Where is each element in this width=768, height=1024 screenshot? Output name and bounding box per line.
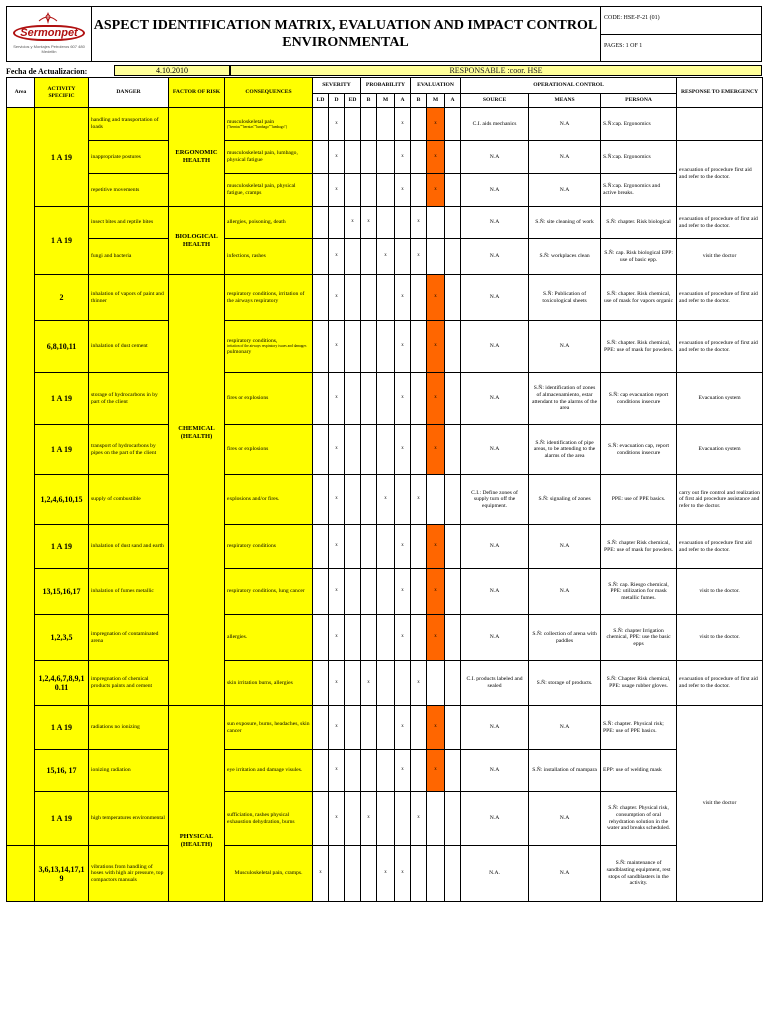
- means-cell: N.A: [529, 569, 601, 615]
- danger-cell: handling and transportation of loads: [89, 108, 169, 141]
- table-row: fungi and bacteria infections, rashes x x x N.A S.Ñ: workplaces clean S.Ñ: cap. Risk biological EPP: use of basic epp. visit the doctor: [7, 239, 763, 275]
- consequences-cell: explosions and/or fires.: [225, 475, 313, 525]
- persona-cell: S.Ñ: chapter. Risk chemical, PPE: use of mask for powders.: [601, 321, 677, 373]
- persona-cell: PPE: use of PPE basics.: [601, 475, 677, 525]
- consequences-cell: respiratory conditions, irritation of the airways respiratory: [225, 275, 313, 321]
- persona-cell: S.Ñ: cap. Riesgo chemical, PPE: utilization for mask metallic fumes.: [601, 569, 677, 615]
- danger-cell: vibrations from handling of hoses with high air pressure, top compactors manuals: [89, 846, 169, 902]
- table-row: 1 A 19 storage of hydrocarbons in by part of the client fires or explosions x x x N.A S.Ñ: identification of zones of almacenamiento, estar attendant to the alarms of the area S.Ñ: cap evacuation report conditions insecure Evacuation system: [7, 373, 763, 425]
- col-factor: FACTOR OF RISK: [169, 78, 225, 108]
- table-row: 6,8,10,11 inhalation of dust cement respiratory conditions, irritation of the airways respiratory issues and damages pulmonary x x x N.A N.A S.Ñ: chapter. Risk chemical, PPE: use of mask for powders. evacuation of procedure of first aid and refer to the doctor.: [7, 321, 763, 373]
- table-row: 1,2,4,6,7,8,9,1 0.11 impregnation of chemical products paints and cement skin irritation burns, allergies x x x C.I. products labeled and sealed S.Ñ: storage of products. S.Ñ: Chapter Risk chemical, PPE: usage rubber gloves. evacuation of procedure of first aid and refer to the doctor.: [7, 661, 763, 706]
- title-line-2: ENVIRONMENTAL: [282, 35, 409, 50]
- means-cell: N.A: [529, 141, 601, 174]
- activity-cell: 1 A 19: [35, 108, 89, 207]
- danger-cell: ionizing radiation: [89, 750, 169, 792]
- table-row: repetitive movements musculoskeletal pain, physical fatigue, cramps x x x N.A N.A S.Ñ:cap. Ergonomics and active breaks.: [7, 174, 763, 207]
- response-cell: evacuation of procedure of first aid and refer to the doctor.: [677, 661, 763, 706]
- sub-source: SOURCE: [461, 94, 529, 108]
- source-cell: N.A.: [461, 846, 529, 902]
- means-cell: N.A: [529, 792, 601, 846]
- sub-sev-ld: LD: [313, 94, 329, 108]
- source-cell: N.A: [461, 425, 529, 475]
- responsible-label: RESPONSABLE :coor. HSE: [230, 65, 762, 76]
- consequences-cell: allergies.: [225, 615, 313, 661]
- factor-chemical: CHEMICAL (HEALTH): [169, 275, 225, 706]
- source-cell: C.I. products labeled and sealed: [461, 661, 529, 706]
- sub-eval-a: A: [445, 94, 461, 108]
- means-cell: S.Ñ: identification of pipe areas, to be attending to the alarms of the area: [529, 425, 601, 475]
- means-cell: N.A: [529, 108, 601, 141]
- col-consequences: CONSEQUENCES: [225, 78, 313, 108]
- col-probability: PROBABILITY: [361, 78, 411, 94]
- persona-cell: S.Ñ:cap. Ergonomics: [601, 108, 677, 141]
- risk-matrix-table: [6, 77, 763, 902]
- response-cell: visit the doctor: [677, 239, 763, 275]
- activity-cell: 1 A 19: [35, 525, 89, 569]
- activity-cell: 1 A 19: [35, 373, 89, 425]
- table-row: 15,16, 17 ionizing radiation eye irritation and damage visules. x x x N.A S.Ñ: installation of mampara EPP: use of welding mask: [7, 750, 763, 792]
- means-cell: S.Ñ: identification of zones of almacenamiento, estar attendant to the alarms of the area: [529, 373, 601, 425]
- area-cell: [7, 108, 35, 846]
- activity-cell: 1 A 19: [35, 425, 89, 475]
- response-cell: Evacuation system: [677, 373, 763, 425]
- factor-ergonomic: ERGONOMIC HEALTH: [169, 108, 225, 207]
- activity-cell: 3,6,13,14,17,1 9: [35, 846, 89, 902]
- page-count: PAGES: 1 OF 1: [601, 34, 761, 61]
- activity-cell: 13,15,16,17: [35, 569, 89, 615]
- source-cell: N.A: [461, 275, 529, 321]
- danger-cell: inhalation of fumes metallic: [89, 569, 169, 615]
- persona-cell: EPP: use of welding mask: [601, 750, 677, 792]
- source-cell: N.A: [461, 174, 529, 207]
- consequences-cell: skin irritation burns, allergies: [225, 661, 313, 706]
- persona-cell: S.Ñ:cap. Ergonomics and active breaks.: [601, 174, 677, 207]
- danger-cell: transport of hydrocarbons by pipes on the part of the client: [89, 425, 169, 475]
- means-cell: S.Ñ: Publication of toxicological sheets: [529, 275, 601, 321]
- means-cell: N.A: [529, 706, 601, 750]
- document-header: [6, 6, 762, 62]
- source-cell: N.A: [461, 207, 529, 239]
- sub-prob-m: M: [377, 94, 395, 108]
- means-cell: N.A: [529, 174, 601, 207]
- table-row: 1,2,3,5 impregnation of contaminated arena allergies. x x x N.A S.Ñ: collection of arena with paddles S.Ñ: chapter Irrigation chemical, PPE: use the basic epps visit to the doctor.: [7, 615, 763, 661]
- means-cell: S.Ñ: site cleaning of work: [529, 207, 601, 239]
- means-cell: S.Ñ: signaling of zones: [529, 475, 601, 525]
- source-cell: N.A: [461, 525, 529, 569]
- danger-cell: fungi and bacteria: [89, 239, 169, 275]
- source-cell: N.A: [461, 750, 529, 792]
- response-cell: [677, 108, 763, 141]
- source-cell: N.A: [461, 239, 529, 275]
- source-cell: N.A: [461, 615, 529, 661]
- persona-cell: S.Ñ: chapter. Risk biological: [601, 207, 677, 239]
- source-cell: N.A: [461, 373, 529, 425]
- activity-cell: 15,16, 17: [35, 750, 89, 792]
- source-cell: C.I. aids mechanics: [461, 108, 529, 141]
- danger-cell: impregnation of chemical products paints and cement: [89, 661, 169, 706]
- response-cell: evacuation of procedure of first aid and refer to the doctor.: [677, 321, 763, 373]
- document-title: [91, 7, 601, 61]
- persona-cell: S.Ñ: Chapter Risk chemical, PPE: usage rubber gloves.: [601, 661, 677, 706]
- danger-cell: impregnation of contaminated arena: [89, 615, 169, 661]
- sub-sev-d: D: [329, 94, 345, 108]
- danger-cell: radiations no ionizing: [89, 706, 169, 750]
- response-cell: evacuation of procedure of first aid and refer to the doctor.: [677, 275, 763, 321]
- response-cell: visit to the doctor.: [677, 615, 763, 661]
- danger-cell: insect bites and reptile bites: [89, 207, 169, 239]
- sub-persona: PERSONA: [601, 94, 677, 108]
- activity-cell: 1,2,3,5: [35, 615, 89, 661]
- source-cell: C.I.: Define zones of supply turn off the equipment.: [461, 475, 529, 525]
- consequences-cell: allergies, poisoning, death: [225, 207, 313, 239]
- col-response: RESPONSE TO EMERGENCY: [677, 78, 763, 108]
- means-cell: S.Ñ: workplaces clean: [529, 239, 601, 275]
- table-row: 1 A 19 handling and transportation of loads ERGONOMIC HEALTH musculoskeletal pain ("hernias""hernias""lumbago""lumbago") x x x C.I. aids mechanics N.A S.Ñ:cap. Ergonomics: [7, 108, 763, 141]
- response-cell: evacuation of procedure first aid and refer to the doctor.: [677, 525, 763, 569]
- document-code-box: [601, 7, 761, 61]
- means-cell: S.Ñ: collection of arena with paddles: [529, 615, 601, 661]
- source-cell: N.A: [461, 792, 529, 846]
- logo-mark-icon: [37, 11, 59, 25]
- sub-eval-m: M: [427, 94, 445, 108]
- consequences-cell: musculoskeletal pain, lumbago, physical fatigue: [225, 141, 313, 174]
- factor-physical: PHYSICAL (HEALTH): [169, 706, 225, 902]
- danger-cell: storage of hydrocarbons in by part of the client: [89, 373, 169, 425]
- update-date-label: Fecha de Actualizacion:: [6, 67, 88, 76]
- source-cell: N.A: [461, 706, 529, 750]
- consequences-cell: Musculoskeletal pain, cramps.: [225, 846, 313, 902]
- response-cell: Evacuation system: [677, 425, 763, 475]
- document-sheet: [6, 6, 762, 908]
- response-cell: evacuation of procedure of first aid and refer to the doctor.: [677, 207, 763, 239]
- table-row: 1,2,4,6,10,15 supply of combustible explosions and/or fires. x x x C.I.: Define zones of supply turn off the equipment. S.Ñ: signaling of zones PPE: use of PPE basics. carry out fire control and realization of first aid procedure assistance and refer to the doctor.: [7, 475, 763, 525]
- response-cell: carry out fire control and realization of first aid procedure assistance and refer to the doctor.: [677, 475, 763, 525]
- sub-prob-a: A: [395, 94, 411, 108]
- persona-cell: S.Ñ: evacuation cap, report conditions insecure: [601, 425, 677, 475]
- persona-cell: S.Ñ: cap. Risk biological EPP: use of basic epp.: [601, 239, 677, 275]
- table-row: 1 A 19 radiations no ionizing PHYSICAL (HEALTH) sun exposure, burns, headaches, skin cancer x x x N.A N.A S.Ñ: chapter. Physical risk; PPE: use of PPE basics. visit the doctor: [7, 706, 763, 750]
- col-severity: SEVERITY: [313, 78, 361, 94]
- table-row: 1 A 19 transport of hydrocarbons by pipes on the part of the client fires or explosions x x x N.A S.Ñ: identification of pipe areas, to be attending to the alarms of the area S.Ñ: evacuation cap, report conditions insecure Evacuation system: [7, 425, 763, 475]
- sub-prob-b: B: [361, 94, 377, 108]
- sub-eval-b: B: [411, 94, 427, 108]
- logo-name: Sermonpet: [13, 25, 85, 41]
- col-activity: ACTIVITY SPECIFIC: [35, 78, 89, 108]
- consequences-cell: infections, rashes: [225, 239, 313, 275]
- logo-tagline: Servicios y Montajes Petroleros 607 480 Medellin: [13, 44, 85, 54]
- means-cell: N.A: [529, 525, 601, 569]
- persona-cell: S.Ñ: maintenance of sandblasting equipment, rest stops of sandblasters in the activity.: [601, 846, 677, 902]
- activity-cell: 6,8,10,11: [35, 321, 89, 373]
- response-cell: visit the doctor: [677, 706, 763, 902]
- persona-cell: S.Ñ: chapter. Physical risk, consumption of oral rehydration solution in the water and breaks scheduled.: [601, 792, 677, 846]
- activity-cell: 1 A 19: [35, 792, 89, 846]
- update-info-bar: [6, 65, 762, 77]
- danger-cell: supply of combustible: [89, 475, 169, 525]
- table-row: 2 inhalation of vapors of paint and thinner CHEMICAL (HEALTH) respiratory conditions, irritation of the airways respiratory x x x N.A S.Ñ: Publication of toxicological sheets S.Ñ: chapter. Risk chemical, use of mask for vapors organic evacuation of procedure of first aid and refer to the doctor.: [7, 275, 763, 321]
- consequences-cell: respiratory conditions, irritation of the airways respiratory issues and damages pulmonary: [225, 321, 313, 373]
- table-row: 1 A 19 insect bites and reptile bites BIOLOGICAL HEALTH allergies, poisoning, death x x x N.A S.Ñ: site cleaning of work S.Ñ: chapter. Risk biological evacuation of procedure of first aid and refer to the doctor.: [7, 207, 763, 239]
- document-code: CODE: HSE-F-21 (01): [604, 15, 660, 21]
- means-cell: N.A: [529, 846, 601, 902]
- danger-cell: inhalation of dust cement: [89, 321, 169, 373]
- source-cell: N.A: [461, 141, 529, 174]
- table-row: 3,6,13,14,17,1 9 vibrations from handling of hoses with high air pressure, top compactors manuals Musculoskeletal pain, cramps. x x x N.A. N.A S.Ñ: maintenance of sandblasting equipment, rest stops of sandblasters in the activity.: [7, 846, 763, 902]
- danger-cell: inhalation of dust sand and earth: [89, 525, 169, 569]
- source-cell: N.A: [461, 321, 529, 373]
- source-cell: N.A: [461, 569, 529, 615]
- consequences-cell: fires or explosions: [225, 373, 313, 425]
- persona-cell: S.Ñ: chapter Risk chemical, PPE: use of mask for powders.: [601, 525, 677, 569]
- consequences-cell: musculoskeletal pain, physical fatigue, cramps: [225, 174, 313, 207]
- company-logo: [7, 7, 92, 61]
- persona-cell: S.Ñ: cap evacuation report conditions insecure: [601, 373, 677, 425]
- persona-cell: S.Ñ: chapter. Risk chemical, use of mask for vapors organic: [601, 275, 677, 321]
- means-cell: S.Ñ: installation of mampara: [529, 750, 601, 792]
- activity-cell: 2: [35, 275, 89, 321]
- danger-cell: inhalation of vapors of paint and thinner: [89, 275, 169, 321]
- area-cell: [7, 846, 35, 902]
- table-row: inappropriate postures musculoskeletal pain, lumbago, physical fatigue x x x N.A N.A S.Ñ:cap. Ergonomics evacuation of procedure first aid and refer to the doctor.: [7, 141, 763, 174]
- activity-cell: 1,2,4,6,7,8,9,1 0.11: [35, 661, 89, 706]
- sub-means: MEANS: [529, 94, 601, 108]
- consequences-cell: respiratory conditions: [225, 525, 313, 569]
- danger-cell: repetitive movements: [89, 174, 169, 207]
- consequences-cell: musculoskeletal pain ("hernias""hernias""lumbago""lumbago"): [225, 108, 313, 141]
- consequences-cell: respiratory conditions, lung cancer: [225, 569, 313, 615]
- persona-cell: S.Ñ: chapter Irrigation chemical, PPE: use the basic epps: [601, 615, 677, 661]
- consequences-cell: sun exposure, burns, headaches, skin cancer: [225, 706, 313, 750]
- activity-cell: 1 A 19: [35, 207, 89, 275]
- col-area: Area: [7, 78, 35, 108]
- table-row: 1 A 19 inhalation of dust sand and earth respiratory conditions x x x N.A N.A S.Ñ: chapter Risk chemical, PPE: use of mask for powders. evacuation of procedure first aid and refer to the doctor.: [7, 525, 763, 569]
- col-evaluation: EVALUATION: [411, 78, 461, 94]
- danger-cell: inappropriate postures: [89, 141, 169, 174]
- response-cell: evacuation of procedure first aid and refer to the doctor.: [677, 141, 763, 207]
- means-cell: S.Ñ: storage of products.: [529, 661, 601, 706]
- title-line-1: ASPECT IDENTIFICATION MATRIX, EVALUATION AND IMPACT CONTROL: [93, 18, 598, 33]
- response-cell: visit to the doctor.: [677, 569, 763, 615]
- danger-cell: high temperatures environmental: [89, 792, 169, 846]
- table-row: 1 A 19 high temperatures environmental sufficiation, rashes physical exhaustion dehydration, burns x x x N.A N.A S.Ñ: chapter. Physical risk, consumption of oral rehydration solution in the water and breaks scheduled.: [7, 792, 763, 846]
- consequences-cell: sufficiation, rashes physical exhaustion dehydration, burns: [225, 792, 313, 846]
- factor-biological: BIOLOGICAL HEALTH: [169, 207, 225, 275]
- persona-cell: S.Ñ:cap. Ergonomics: [601, 141, 677, 174]
- activity-cell: 1,2,4,6,10,15: [35, 475, 89, 525]
- means-cell: N.A: [529, 321, 601, 373]
- col-operational-control: OPERATIONAL CONTROL: [461, 78, 677, 94]
- activity-cell: 1 A 19: [35, 706, 89, 750]
- consequences-cell: eye irritation and damage visules.: [225, 750, 313, 792]
- table-row: 13,15,16,17 inhalation of fumes metallic respiratory conditions, lung cancer x x x N.A N.A S.Ñ: cap. Riesgo chemical, PPE: utilization for mask metallic fumes. visit to the doctor.: [7, 569, 763, 615]
- update-date-value: 4.10.2010: [114, 65, 230, 76]
- consequences-cell: fires or explosions: [225, 425, 313, 475]
- sub-sev-ed: ED: [345, 94, 361, 108]
- col-danger: DANGER: [89, 78, 169, 108]
- persona-cell: S.Ñ: chapter. Physical risk; PPE: use of PPE basics.: [601, 706, 677, 750]
